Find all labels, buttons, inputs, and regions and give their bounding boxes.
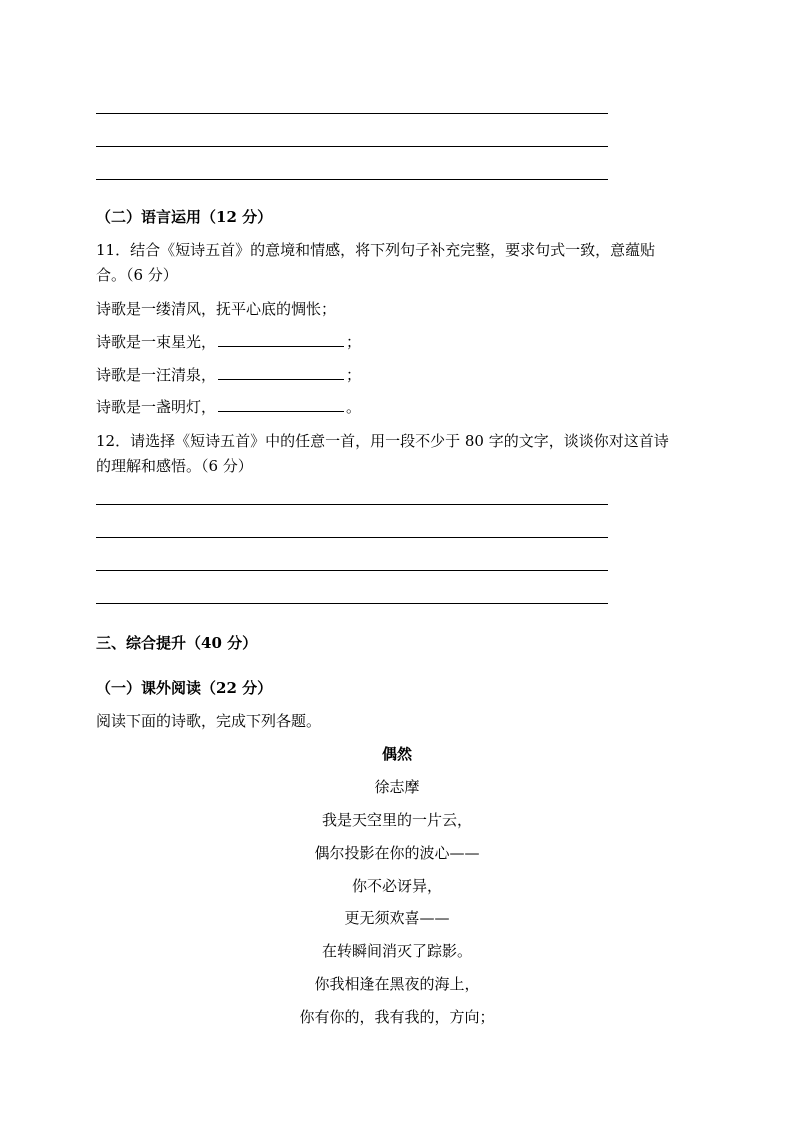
poem-line: 你我相逢在黑夜的海上， — [314, 975, 480, 993]
poem-title: 偶然 — [381, 745, 412, 763]
fill-blank-3[interactable] — [218, 397, 344, 412]
answer-line — [96, 537, 608, 538]
section-heading-reading: （一）课外阅读（22 分） — [96, 679, 273, 697]
poem-author: 徐志摩 — [374, 778, 420, 796]
question-11-line1: 11．结合《短诗五首》的意境和情感，将下列句子补充完整，要求句式一致，意蕴贴 — [96, 241, 656, 259]
q11-sentence-3 — [96, 365, 361, 385]
answer-line — [96, 504, 608, 505]
q11-sentence-1: 诗歌是一缕清风，抚平心底的惆怅； — [96, 300, 337, 318]
q11-sentence-4 — [96, 397, 361, 417]
q11-sentence-3-suffix: ； — [346, 366, 362, 384]
poem-line: 偶尔投影在你的波心—— — [314, 844, 480, 862]
section-heading-language-use: （二）语言运用（12 分） — [96, 208, 273, 226]
question-12-line2: 的理解和感悟。（6 分） — [96, 457, 253, 475]
answer-line — [96, 570, 608, 571]
q11-sentence-4-suffix: 。 — [346, 398, 362, 416]
poem-line: 我是天空里的一片云， — [321, 811, 472, 829]
answer-line — [96, 113, 608, 114]
answer-line — [96, 179, 608, 180]
fill-blank-2[interactable] — [218, 365, 344, 380]
section-heading-comprehensive: 三、综合提升（40 分） — [96, 634, 258, 652]
q11-sentence-3-prefix: 诗歌是一汪清泉， — [96, 366, 217, 384]
poem-line: 更无须欢喜—— — [344, 909, 450, 927]
reading-instruction: 阅读下面的诗歌，完成下列各题。 — [96, 712, 322, 730]
question-11-line2: 合。（6 分） — [96, 266, 178, 284]
poem-line: 你不必讶异， — [351, 877, 442, 895]
q11-sentence-4-prefix: 诗歌是一盏明灯， — [96, 398, 217, 416]
fill-blank-1[interactable] — [218, 332, 344, 347]
q11-sentence-2 — [96, 332, 361, 352]
question-12-line1: 12．请选择《短诗五首》中的任意一首，用一段不少于 80 字的文字，谈谈你对这首诗 — [96, 432, 669, 450]
q11-sentence-2-suffix: ； — [346, 333, 362, 351]
q11-sentence-2-prefix: 诗歌是一束星光， — [96, 333, 217, 351]
answer-line — [96, 603, 608, 604]
poem-line: 在转瞬间消灭了踪影。 — [321, 942, 472, 960]
answer-line — [96, 146, 608, 147]
poem-line: 你有你的，我有我的，方向； — [299, 1008, 495, 1026]
